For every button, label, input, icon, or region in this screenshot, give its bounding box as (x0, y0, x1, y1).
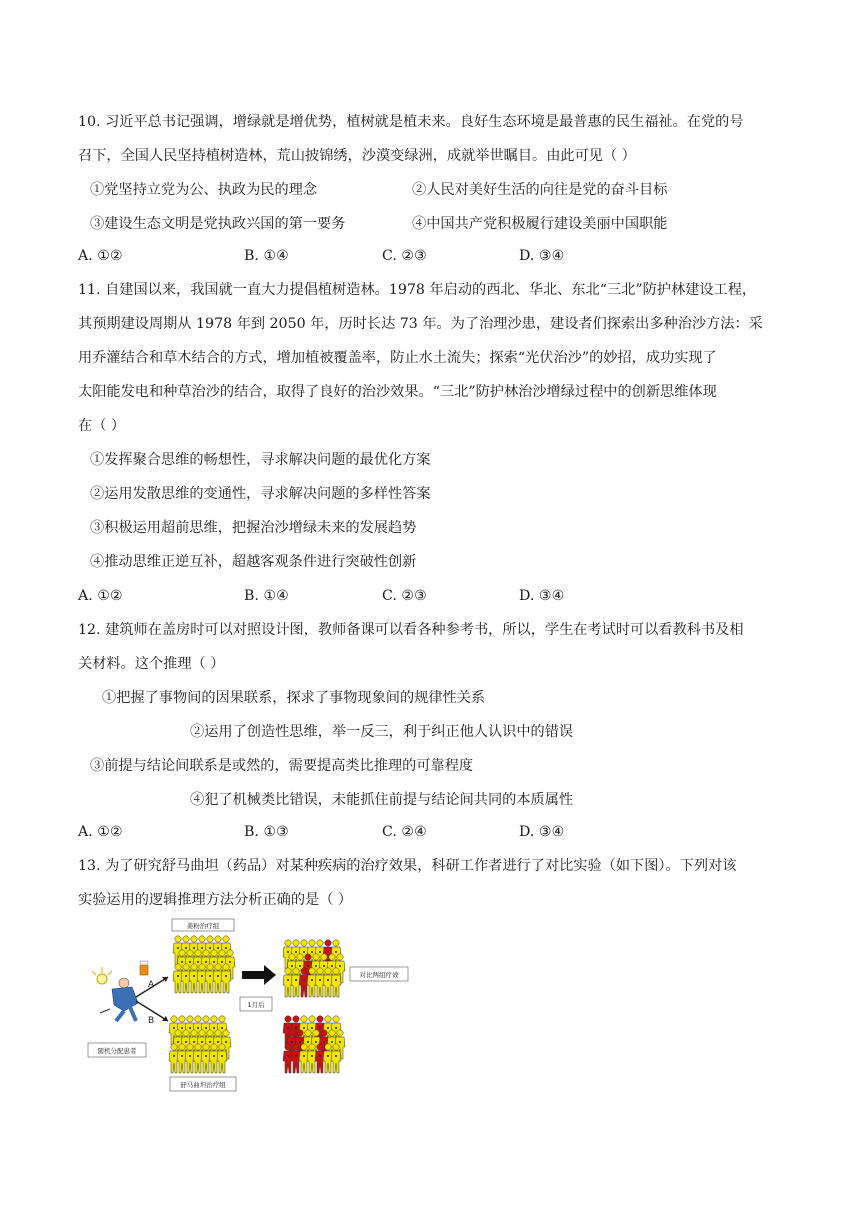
q12-choice-c[interactable]: C. ②④ (382, 824, 427, 840)
q11-option-2: ②运用发散思维的变通性，寻求解决问题的多样性答案 (90, 486, 431, 502)
q10-stem-line2: 召下，全国人民坚持植树造林，荒山披锦绣，沙漠变绿洲，成就举世瞩目。由此可见（ ） (78, 148, 636, 164)
q11-stem-line4: 太阳能发电和种草治沙的结合，取得了良好的治沙效果。“三北”防护林治沙增绿过程中的创新思维体现 (78, 384, 717, 400)
experiment-diagram (80, 915, 420, 1100)
q10-option-4: ④中国共产党积极履行建设美丽中国职能 (412, 216, 668, 232)
label-top-group: 姜粉治疗组 (186, 922, 220, 930)
q11-choice-b[interactable]: B. ①④ (244, 588, 289, 604)
q12-choice-d[interactable]: D. ③④ (519, 824, 565, 840)
q11-option-1: ①发挥聚合思维的畅想性，寻求解决问题的最优化方案 (90, 452, 431, 468)
label-compare: 对比两组疗效 (359, 971, 399, 979)
label-box-compare (350, 967, 408, 981)
crowd-sumatriptan-group-after (283, 1016, 345, 1073)
q12-choice-a[interactable]: A. ①② (78, 824, 123, 840)
q12-option-1: ①把握了事物间的因果联系，探求了事物现象间的规律性关系 (102, 690, 486, 706)
experiment-figure (80, 915, 420, 1100)
q12-option-3: ③前提与结论间联系是或然的，需要提高类比推理的可靠程度 (90, 758, 474, 774)
crowd-ginger-group-after (283, 940, 345, 997)
q11-stem-line3: 用乔灌结合和草木结合的方式，增加植被覆盖率，防止水土流失；探索“光伏治沙”的妙招，成功实现了 (78, 350, 717, 366)
scientist-figure (92, 961, 148, 1021)
label-box-assign (88, 1043, 146, 1057)
crowd-ginger-group-before (173, 936, 235, 993)
arrow-b-label: B (148, 1016, 155, 1026)
q10-choice-d[interactable]: D. ③④ (519, 248, 565, 264)
q12-option-4: ④犯了机械类比错误，未能抓住前提与结论间共同的本质属性 (190, 792, 574, 808)
q12-stem-line1: 12. 建筑师在盖房时可以对照设计图，教师备课可以看各种参考书，所以，学生在考试时可以看教科书及相 (78, 622, 744, 638)
time-arrow (240, 965, 276, 1011)
crowd-sumatriptan-group-before (169, 1016, 231, 1073)
q10-option-3: ③建设生态文明是党执政兴国的第一要务 (90, 216, 346, 232)
arrow-a-label: A (148, 980, 155, 990)
q11-choice-d[interactable]: D. ③④ (519, 588, 565, 604)
q12-stem-line2: 关材料。这个推理（ ） (78, 656, 225, 672)
q11-stem-line2: 其预期建设周期从 1978 年到 2050 年，历时长达 73 年。为了治理沙患，建设者们探索出多种治沙方法：采 (78, 316, 763, 332)
q10-choice-b[interactable]: B. ①④ (244, 248, 289, 264)
q10-choice-c[interactable]: C. ②③ (382, 248, 427, 264)
q10-option-1: ①党坚持立党为公、执政为民的理念 (90, 182, 318, 198)
q10-stem-line1: 10. 习近平总书记强调，增绿就是增优势，植树就是植未来。良好生态环境是最普惠的民生福祉。在党的号 (78, 114, 744, 130)
q12-choice-b[interactable]: B. ①③ (244, 824, 289, 840)
q12-option-2: ②运用了创造性思维，举一反三，利于纠正他人认识中的错误 (190, 724, 574, 740)
label-bottom-group: 舒马曲坦治疗组 (180, 1081, 226, 1089)
q10-choice-a[interactable]: A. ①② (78, 248, 123, 264)
q13-stem-line1: 13. 为了研究舒马曲坦（药品）对某种疾病的治疗效果，科研工作者进行了对比实验（如下图）。下列对该 (78, 858, 737, 874)
q11-option-4: ④推动思维正逆互补，超越客观条件进行突破性创新 (90, 554, 417, 570)
label-time: 1月后 (247, 1001, 265, 1009)
q11-stem-line1: 11. 自建国以来，我国就一直大力提倡植树造林。1978 年启动的西北、华北、东北“三北”防护林建设工程， (78, 282, 757, 298)
q11-choice-c[interactable]: C. ②③ (382, 588, 427, 604)
q13-stem-line2: 实验运用的逻辑推理方法分析正确的是（ ） (78, 892, 353, 908)
label-assign: 随机分配患者 (97, 1047, 137, 1055)
q11-stem-line5: 在（ ） (78, 418, 126, 434)
label-box-bottom (170, 1077, 236, 1091)
label-box-top (172, 919, 234, 931)
q10-option-2: ②人民对美好生活的向往是党的奋斗目标 (412, 182, 668, 198)
split-arrows (136, 977, 168, 1026)
q11-option-3: ③积极运用超前思维，把握治沙增绿未来的发展趋势 (90, 520, 417, 536)
q11-choice-a[interactable]: A. ①② (78, 588, 123, 604)
